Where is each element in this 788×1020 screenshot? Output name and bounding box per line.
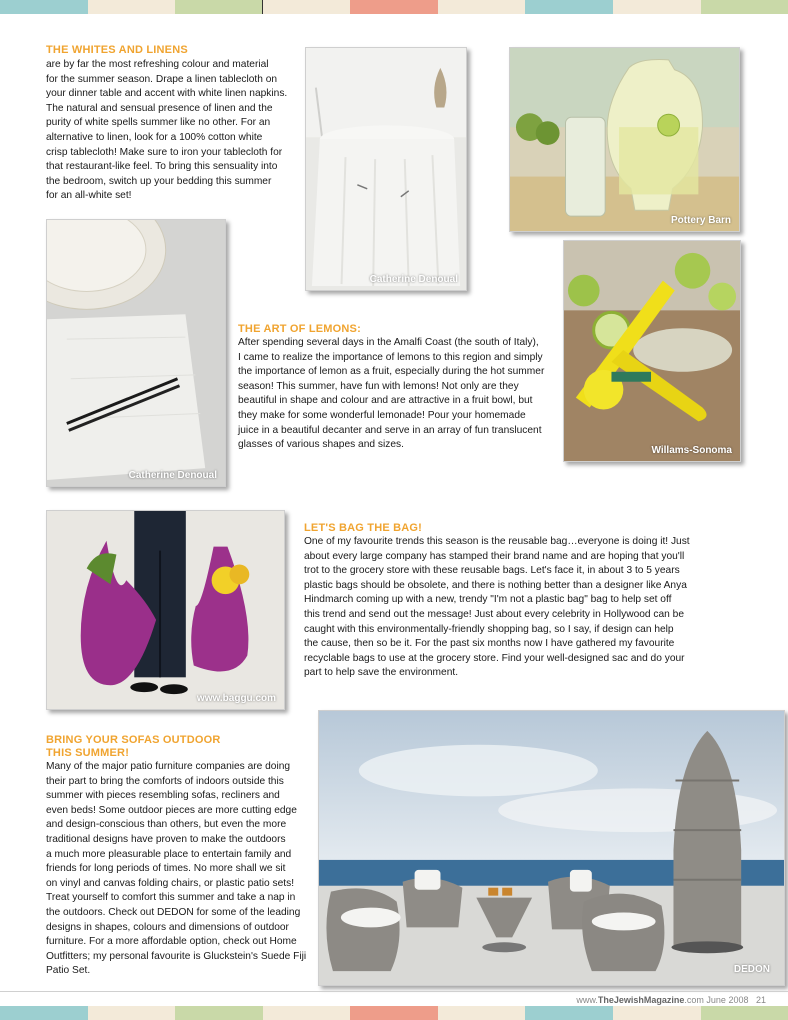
body-line: part to help save the environment. [304,667,459,679]
body-line: alternative to linen, look for a 100% cotton white [46,131,263,143]
reusable-bags-photo [46,510,285,710]
footer-url-prefix: www. [576,995,598,1005]
body-line: the bedroom, switch up your bedding this summer [46,175,272,187]
body-line: beautiful in shape and colour and are attractive in a fruit bowl, but [238,395,533,407]
photo-credit: Catherine Denoual [128,470,217,481]
body-line: glasses of various shapes and sizes. [238,439,404,451]
body-line: for an all-white set! [46,190,132,202]
body-line: this trend and send out the message! Just about every celebrity in Hollywood can be [304,608,684,620]
body-line: The natural and sensual presence of linen and the [46,102,273,114]
bag-heading: LET'S BAG THE BAG! [304,522,423,534]
page-footer [576,995,766,1005]
photo-credit: Catherine Denoual [369,274,458,285]
body-line: the importance of lemon as a fruit, especially during the hot summer [238,366,545,378]
body-line: summer with pieces resembling sofas, recliners and [46,790,280,802]
sofas-heading-line1: BRING YOUR SOFAS OUTDOOR [46,734,221,746]
body-line: and design-conscious than others, but even the more [46,819,287,831]
body-line: on vinyl and canvas folding chairs, or plastic patio sets! [46,877,295,889]
footer-url-suffix: .com [684,995,704,1005]
body-line: Many of the major patio furniture companies are doing [46,761,291,772]
body-line: Treat yourself to comfort this summer and take a nap in [46,892,296,904]
body-line: One of my favourite trends this season is the reusable bag…everyone is doing it! Just [304,536,690,547]
footer-brand: TheJewishMagazine [597,995,685,1005]
body-line: furniture. For a more affordable option, check out Home [46,936,297,948]
photo-credit: www.baggu.com [196,693,276,704]
lemons-heading: THE ART OF LEMONS: [238,323,361,335]
photo-credit: Pottery Barn [670,215,731,226]
body-line: trot to the grocery store with these reusable bags. Let's face it, in about 3 to 5 years [304,565,680,577]
body-line: juice in a beautiful decanter and serve in an array of fun translucent [238,424,542,436]
footer-rule [0,991,788,992]
body-line: that restaurant-like feel. To bring this sensuality into [46,161,278,173]
linen-napkin-photo [46,219,226,487]
photo-credit: DEDON [733,964,770,975]
body-line: are by far the most refreshing colour and material [46,59,269,70]
body-line: friends for long periods of times. No more shall we sit [46,863,286,875]
bag-body [304,535,692,681]
body-line: the outdoors. Check out DEDON for some of the leading [46,906,301,918]
body-line: season! This summer, have fun with lemons! Not only are they [238,380,519,392]
lemon-squeezer-photo [563,240,741,462]
body-line: your dinner table and accent with white linen napkins. [46,88,288,100]
body-line: about every large company has stamped their brand name and are hoping that you'll [304,550,685,562]
body-line: Patio Set. [46,965,91,977]
body-line: crisp tablecloth! Make sure to iron your tablecloth for [46,146,283,158]
body-line: recyclable bags to use at the grocery store. Find your well-designed sac and do your [304,652,685,664]
lemons-body [238,336,549,453]
patio-furniture-photo [318,710,785,986]
body-line: they make for some wonderful lemonade! Pour your homemade [238,409,526,421]
body-line: the cause, then so be it. For the past six months now I have gathered my favourite [304,638,675,650]
top-color-stripe [0,0,788,14]
sofas-heading-line2: THIS SUMMER! [46,747,130,759]
body-line: plastic bags should be obsolete, and there is nothing better than a designer like Anya [304,579,687,591]
body-line: for the summer season. Drape a linen tablecloth on [46,73,278,85]
body-line: I came to realize the importance of lemons to this region and simply [238,351,543,363]
photo-credit: Willams-Sonoma [651,445,732,456]
body-line: Hindmarch coming up with a new, trendy "I'm not a plastic bag" bag to help set off [304,594,672,606]
body-line: Outfitters; my personal favourite is Gluckstein's Suede Fiji [46,950,307,962]
body-line: designs in shapes, colours and dimensions of outdoor [46,921,289,933]
bottom-color-stripe [0,1006,788,1020]
footer-issue: June 2008 [706,995,749,1005]
body-line: their part to bring the comforts of indoors outside this [46,775,284,787]
whites-body [46,58,286,204]
sofas-body [46,760,308,979]
body-line: caught with this environmentally-friendly shopping bag, so I say, if design can help [304,623,674,635]
body-line: a much more pleasurable place to entertain family and [46,848,292,860]
page-number: 21 [755,995,766,1005]
whites-heading: THE WHITES AND LINENS [46,44,188,56]
tablecloth-photo [305,47,467,291]
body-line: purity of white spells summer like no other. For an [46,117,271,129]
body-line: traditional designs have proven to make the outdoors [46,833,286,845]
body-line: After spending several days in the Amalfi Coast (the south of Italy), [238,337,539,348]
stripe-divider [262,0,263,14]
body-line: even beds! Some outdoor pieces are more cutting edge [46,804,297,816]
lemonade-pitcher-photo [509,47,740,232]
